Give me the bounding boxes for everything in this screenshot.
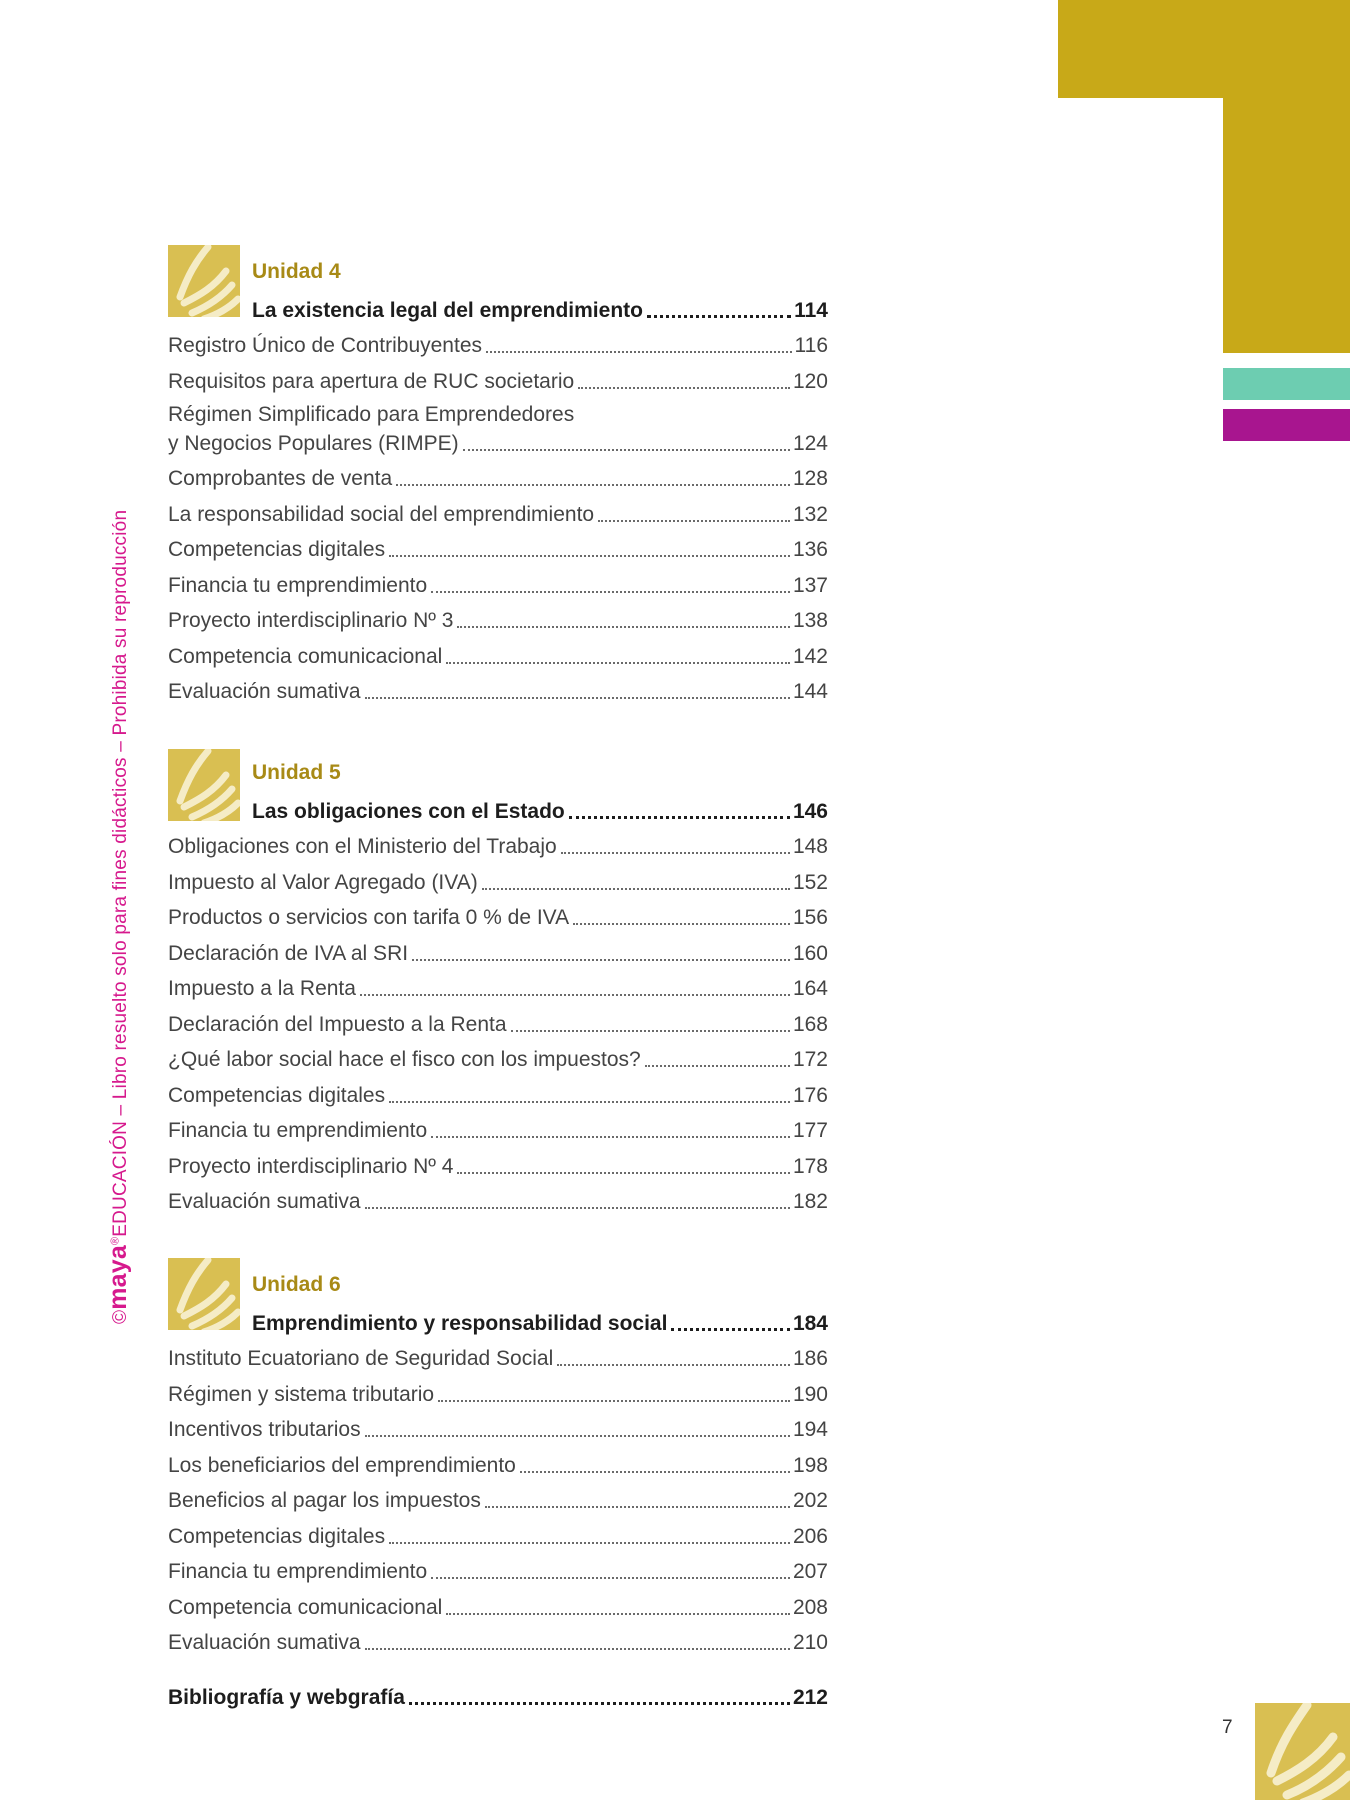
toc-entry[interactable]: Productos o servicios con tarifa 0 % de IVA 156	[168, 906, 828, 929]
dot-leader	[431, 591, 790, 593]
dot-leader	[365, 1648, 790, 1650]
dot-leader	[365, 697, 790, 699]
toc-entry[interactable]: Incentivos tributarios 194	[168, 1418, 828, 1441]
toc-entry[interactable]: Requisitos para apertura de RUC societario 120	[168, 370, 828, 393]
dot-leader	[457, 626, 789, 628]
magenta-side-bar	[1223, 409, 1350, 441]
dot-leader	[598, 520, 790, 522]
registered-symbol: ®	[109, 1236, 122, 1246]
dot-leader	[409, 1702, 790, 1705]
toc-entry[interactable]: Proyecto interdisciplinario Nº 3 138	[168, 609, 828, 632]
dot-leader	[446, 1613, 790, 1615]
dot-leader	[647, 315, 791, 318]
dot-leader	[365, 1435, 790, 1437]
dot-leader	[446, 662, 790, 664]
toc-entry[interactable]: Impuesto a la Renta 164	[168, 977, 828, 1000]
dot-leader	[438, 1400, 790, 1402]
dot-leader	[671, 1328, 790, 1331]
dot-leader	[457, 1172, 789, 1174]
toc-entry-line-1[interactable]: Régimen Simplificado para Emprendedores	[168, 403, 575, 426]
gold-corner-block	[1058, 0, 1350, 98]
toc-entry[interactable]: La responsabilidad social del emprendimiento 132	[168, 503, 828, 526]
teal-side-bar	[1223, 368, 1350, 400]
corner-hand-holding-icon	[1255, 1703, 1350, 1800]
dot-leader	[569, 816, 790, 819]
toc-entry[interactable]: Registro Único de Contribuyentes 116	[168, 334, 828, 357]
gold-side-bar	[1223, 98, 1350, 353]
dot-leader	[486, 351, 792, 353]
dot-leader	[561, 852, 790, 854]
toc-entry[interactable]: Competencia comunicacional 208	[168, 1596, 828, 1619]
toc-entry[interactable]: Comprobantes de venta 128	[168, 467, 828, 490]
dot-leader	[485, 1506, 790, 1508]
dot-leader	[520, 1471, 790, 1473]
watermark-text: EDUCACIÓN – Libro resuelto solo para fines didácticos – Prohibida su reproducción	[110, 509, 131, 1237]
dot-leader	[511, 1030, 790, 1032]
dot-leader	[396, 484, 790, 486]
dot-leader	[389, 1101, 790, 1103]
unit-4-hand-holding-icon	[168, 245, 240, 317]
toc-entry[interactable]: y Negocios Populares (RIMPE) 124	[168, 432, 828, 455]
copyright-watermark	[104, 510, 133, 1324]
toc-entry[interactable]: Competencias digitales 176	[168, 1084, 828, 1107]
toc-entry[interactable]: Financia tu emprendimiento 207	[168, 1560, 828, 1583]
unit-5-label: Unidad 5	[252, 761, 341, 784]
toc-entry[interactable]: Financia tu emprendimiento 137	[168, 574, 828, 597]
dot-leader	[578, 387, 790, 389]
toc-entry[interactable]: Impuesto al Valor Agregado (IVA) 152	[168, 871, 828, 894]
dot-leader	[557, 1364, 790, 1366]
dot-leader	[431, 1136, 790, 1138]
toc-entry[interactable]: Proyecto interdisciplinario Nº 4 178	[168, 1155, 828, 1178]
dot-leader	[389, 555, 790, 557]
toc-entry[interactable]: ¿Qué labor social hace el fisco con los impuestos? 172	[168, 1048, 828, 1071]
toc-entry[interactable]: Los beneficiarios del emprendimiento 198	[168, 1454, 828, 1477]
toc-entry[interactable]: Beneficios al pagar los impuestos 202	[168, 1489, 828, 1512]
dot-leader	[365, 1207, 790, 1209]
toc-entry[interactable]: Competencias digitales 136	[168, 538, 828, 561]
toc-entry[interactable]: Evaluación sumativa 144	[168, 680, 828, 703]
toc-entry[interactable]: Declaración del Impuesto a la Renta 168	[168, 1013, 828, 1036]
copyright-symbol: ©	[110, 1309, 131, 1324]
unit-4-title[interactable]: La existencia legal del emprendimiento 114	[252, 299, 828, 322]
page-number: 7	[1222, 1717, 1233, 1738]
toc-entry[interactable]: Financia tu emprendimiento 177	[168, 1119, 828, 1142]
dot-leader	[573, 923, 790, 925]
unit-5-hand-holding-icon	[168, 749, 240, 821]
toc-entry[interactable]: Competencias digitales 206	[168, 1525, 828, 1548]
toc-entry[interactable]: Evaluación sumativa 210	[168, 1631, 828, 1654]
brand-logo: maya	[104, 1245, 132, 1310]
unit-5-title[interactable]: Las obligaciones con el Estado 146	[252, 800, 828, 823]
dot-leader	[645, 1065, 790, 1067]
dot-leader	[431, 1577, 790, 1579]
unit-4-label: Unidad 4	[252, 260, 341, 283]
dot-leader	[389, 1542, 790, 1544]
dot-leader	[482, 888, 790, 890]
toc-entry[interactable]: Declaración de IVA al SRI 160	[168, 942, 828, 965]
bibliography-entry[interactable]: Bibliografía y webgrafía 212	[168, 1686, 828, 1709]
toc-entry[interactable]: Obligaciones con el Ministerio del Trabajo 148	[168, 835, 828, 858]
unit-6-title[interactable]: Emprendimiento y responsabilidad social 184	[252, 1312, 828, 1335]
unit-6-hand-holding-icon	[168, 1258, 240, 1330]
unit-6-label: Unidad 6	[252, 1273, 341, 1296]
toc-entry[interactable]: Instituto Ecuatoriano de Seguridad Social 186	[168, 1347, 828, 1370]
dot-leader	[463, 449, 790, 451]
toc-entry[interactable]: Evaluación sumativa 182	[168, 1190, 828, 1213]
toc-entry[interactable]: Régimen y sistema tributario 190	[168, 1383, 828, 1406]
toc-entry[interactable]: Competencia comunicacional 142	[168, 645, 828, 668]
dot-leader	[412, 959, 790, 961]
dot-leader	[360, 994, 790, 996]
